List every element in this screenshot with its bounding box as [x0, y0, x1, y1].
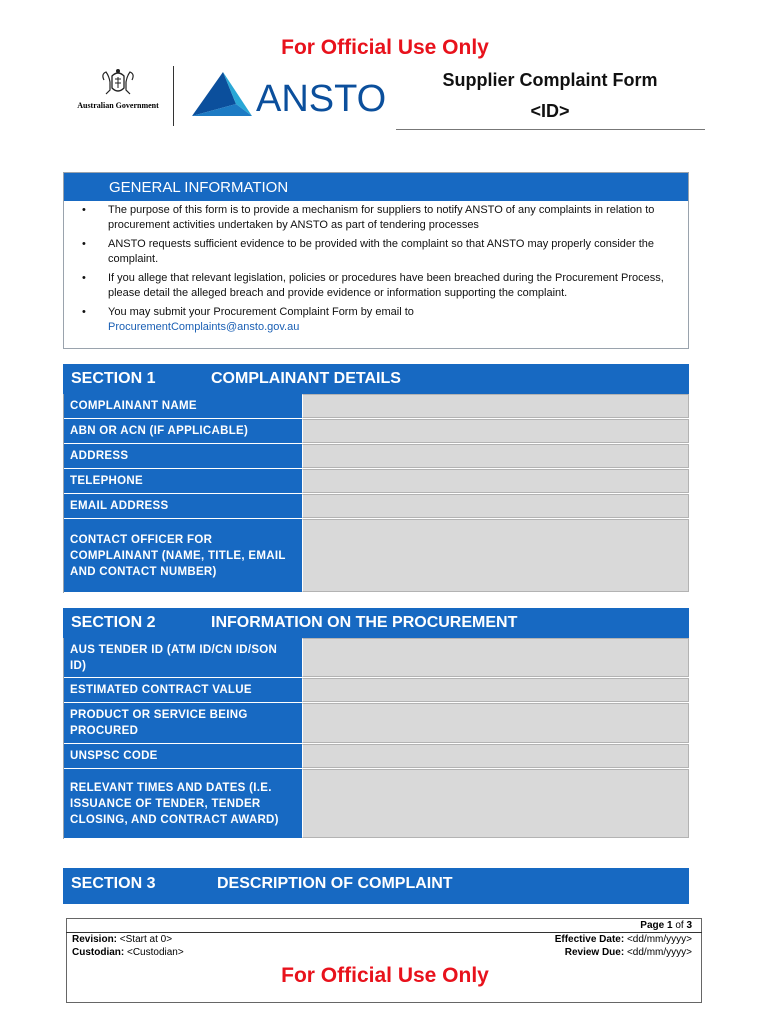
unspsc-code-field[interactable] [302, 744, 689, 768]
product-service-field[interactable] [302, 703, 689, 743]
complainant-details-table [63, 394, 689, 593]
table-row [64, 744, 689, 769]
procurement-information-table [63, 638, 689, 839]
field-label: ESTIMATED CONTRACT VALUE [64, 678, 302, 702]
header-rule [396, 129, 705, 130]
table-row [64, 678, 689, 703]
list-item: • ANSTO requests sufficient evidence to be provided with the complaint so that ANSTO may properly consider the complaint. [82, 238, 655, 265]
field-label: EMAIL ADDRESS [64, 494, 302, 518]
header-divider [173, 66, 174, 126]
table-row [64, 703, 689, 744]
page-number: Page 1 of 3 [640, 920, 692, 931]
bullet-icon: • [82, 272, 86, 284]
telephone-field[interactable] [302, 469, 689, 493]
table-row [64, 638, 689, 678]
field-label: RELEVANT TIMES AND DATES (I.E. ISSUANCE OF TENDER, TENDER CLOSING, AND CONTRACT AWARD) [64, 769, 302, 838]
table-row [64, 394, 689, 419]
review-due-info: Review Due: <dd/mm/yyyy> [564, 947, 692, 958]
field-label: CONTACT OFFICER FOR COMPLAINANT (NAME, TITLE, EMAIL AND CONTACT NUMBER) [64, 519, 302, 592]
table-row [64, 769, 689, 839]
general-information-title: GENERAL INFORMATION [64, 173, 688, 201]
field-label: ABN OR ACN (IF APPLICABLE) [64, 419, 302, 443]
table-row [64, 469, 689, 494]
field-label: TELEPHONE [64, 469, 302, 493]
abn-acn-field[interactable] [302, 419, 689, 443]
contact-officer-field[interactable] [302, 519, 689, 592]
custodian-info: Custodian: <Custodian> [72, 947, 184, 958]
field-label: ADDRESS [64, 444, 302, 468]
relevant-dates-field[interactable] [302, 769, 689, 838]
bullet-icon: • [82, 204, 86, 216]
section-3-header [63, 868, 689, 904]
form-id: <ID> [530, 101, 570, 121]
table-row [64, 419, 689, 444]
email-address-field[interactable] [302, 494, 689, 518]
effective-date-info: Effective Date: <dd/mm/yyyy> [554, 934, 692, 945]
table-row [64, 494, 689, 519]
bullet-icon: • [82, 306, 86, 318]
field-label: UNSPSC CODE [64, 744, 302, 768]
address-field[interactable] [302, 444, 689, 468]
ansto-wordmark: ANSTO [256, 78, 387, 120]
bullet-icon: • [82, 238, 86, 250]
official-use-banner-top: For Official Use Only [281, 36, 489, 59]
revision-info: Revision: <Start at 0> [72, 934, 173, 945]
estimated-contract-value-field[interactable] [302, 678, 689, 702]
section-title: DESCRIPTION OF COMPLAINT [217, 875, 453, 892]
section-number: SECTION 2 [71, 614, 156, 631]
government-label: Australian Government [77, 101, 159, 110]
footer-rule [66, 932, 702, 933]
general-information-list [64, 201, 688, 335]
field-label: PRODUCT OR SERVICE BEING PROCURED [64, 703, 302, 743]
email-link[interactable]: ProcurementComplaints@ansto.gov.au [108, 321, 300, 333]
official-use-banner-bottom: For Official Use Only [281, 964, 489, 987]
general-information-panel [63, 172, 689, 349]
aus-tender-id-field[interactable] [302, 638, 689, 677]
table-row [64, 444, 689, 469]
list-item: • You may submit your Procurement Complaint Form by email to ProcurementComplaints@ansto.gov.au [82, 306, 414, 333]
section-2-header [63, 608, 689, 638]
page-footer [66, 918, 702, 1003]
field-label: AUS TENDER ID (ATM ID/CN ID/SON ID) [64, 638, 302, 677]
list-item: • The purpose of this form is to provide a mechanism for suppliers to notify ANSTO of any complaints in relation to procurement activities undertaken by ANSTO as part of tendering processes [82, 204, 655, 231]
field-label: COMPLAINANT NAME [64, 394, 302, 418]
form-title: Supplier Complaint Form [442, 70, 658, 90]
ansto-logo [190, 68, 390, 120]
section-number: SECTION 3 [71, 875, 156, 892]
section-number: SECTION 1 [71, 370, 156, 387]
section-title: COMPLAINANT DETAILS [211, 370, 401, 387]
list-item: • If you allege that relevant legislation, policies or procedures have been breached during the Procurement Process, please detail the alleged breach and provide evidence or information supporting the complaint. [82, 272, 664, 299]
australian-government-logo [70, 68, 166, 116]
coat-of-arms-icon [98, 68, 138, 98]
table-row [64, 519, 689, 593]
section-title: INFORMATION ON THE PROCUREMENT [211, 614, 518, 631]
section-1-header [63, 364, 689, 394]
complainant-name-field[interactable] [302, 394, 689, 418]
